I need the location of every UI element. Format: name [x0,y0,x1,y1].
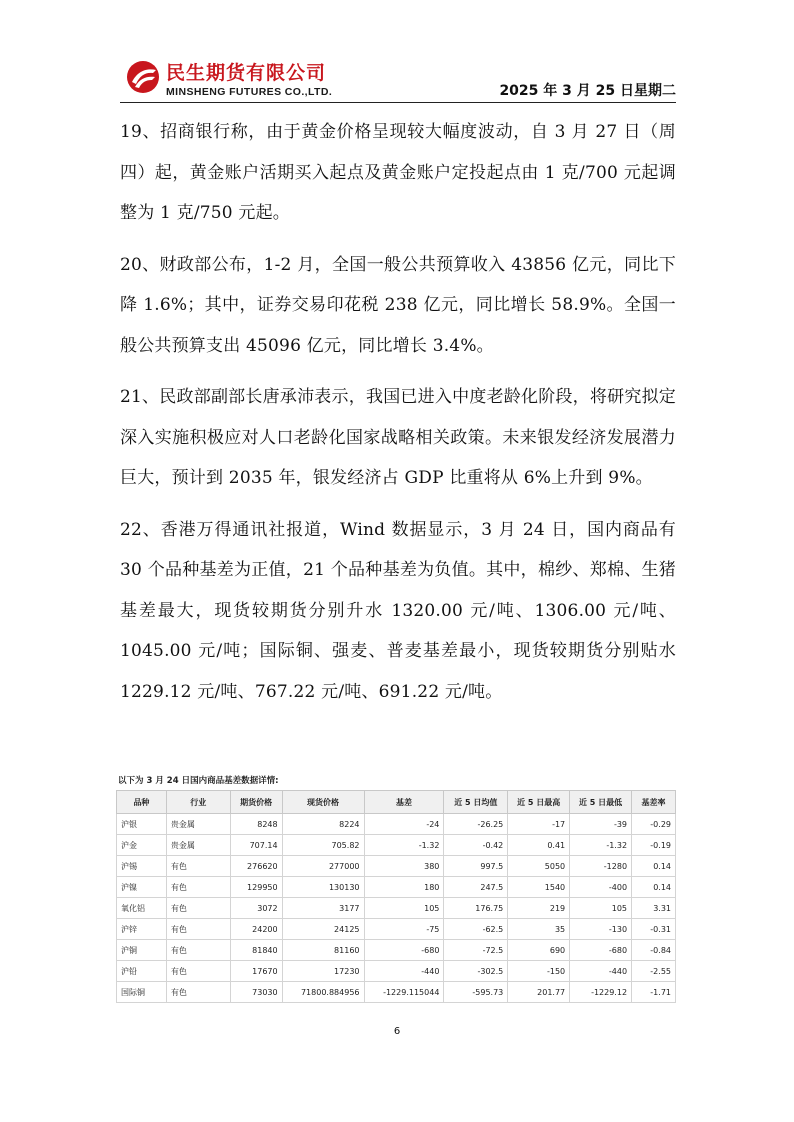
table-cell: 3.31 [632,898,676,919]
table-cell: 176.75 [444,898,508,919]
table-cell: 380 [364,856,444,877]
table-cell: 8224 [282,814,364,835]
table-row [117,940,676,961]
table-row [117,856,676,877]
table-cell: 129950 [230,877,282,898]
page-number: 6 [393,1026,401,1037]
table-row [117,919,676,940]
table-cell: -1.32 [570,835,632,856]
table-cell: 沪铜 [117,940,167,961]
table-caption: 以下为 3 月 24 日国内商品基差数据详情: [118,776,279,786]
table-cell: -400 [570,877,632,898]
table-cell: 105 [364,898,444,919]
table-cell: 贵金属 [166,835,230,856]
table-cell: -130 [570,919,632,940]
table-cell: -17 [508,814,570,835]
table-cell: -0.42 [444,835,508,856]
table-cell: 8248 [230,814,282,835]
table-cell: -62.5 [444,919,508,940]
table-row [117,814,676,835]
table-cell: 有色 [166,919,230,940]
logo-chinese-name: 民生期货有限公司 [166,62,327,84]
table-cell: 1540 [508,877,570,898]
logo-emblem-icon [126,60,160,94]
table-cell: 219 [508,898,570,919]
table-cell: -1280 [570,856,632,877]
header-divider [120,102,676,103]
report-date: 2025 年 3 月 25 日星期二 [499,83,676,99]
table-cell: 24200 [230,919,282,940]
table-cell: 5050 [508,856,570,877]
table-cell: 81160 [282,940,364,961]
table-cell: -680 [364,940,444,961]
table-cell: 705.82 [282,835,364,856]
table-cell: -1.32 [364,835,444,856]
column-header: 近 5 日最高 [508,791,570,814]
table-cell: 3177 [282,898,364,919]
table-cell: 24125 [282,919,364,940]
table-cell: 105 [570,898,632,919]
table-cell: -440 [364,961,444,982]
table-cell: -1229.12 [570,982,632,1003]
news-item-22: 22、香港万得通讯社报道，Wind 数据显示，3 月 24 日，国内商品有 30 个品种基差为正值，21 个品种基差为负值。其中，棉纱、郑棉、生猪基差最大，现货较期货分别升水 1320.00 元/吨、1306.00 元/吨、1045.00 元/吨；国际铜、强麦、普麦基差最小，现货较期货分别贴水 1229.12 元/吨、767.22 元/吨、691.22 元/吨。 [120,519,676,702]
table-cell: 690 [508,940,570,961]
column-header: 现货价格 [282,791,364,814]
table-cell: 有色 [166,982,230,1003]
table-cell: 沪铅 [117,961,167,982]
table-row [117,898,676,919]
table-cell: 277000 [282,856,364,877]
column-header: 基差率 [632,791,676,814]
column-header: 行业 [166,791,230,814]
table-cell: -0.29 [632,814,676,835]
table-cell: -595.73 [444,982,508,1003]
table-cell: 有色 [166,898,230,919]
column-header: 品种 [117,791,167,814]
news-body [120,112,676,723]
news-item-20: 20、财政部公布，1-2 月，全国一般公共预算收入 43856 亿元，同比下降 1.6%；其中，证券交易印花税 238 亿元，同比增长 58.9%。全国一般公共预算支出 45096 亿元，同比增长 3.4%。 [120,254,676,356]
table-cell: 707.14 [230,835,282,856]
column-header: 近 5 日均值 [444,791,508,814]
table-cell: 有色 [166,856,230,877]
table-cell: 沪锌 [117,919,167,940]
table-cell: 氧化铝 [117,898,167,919]
column-header: 近 5 日最低 [570,791,632,814]
table-cell: 3072 [230,898,282,919]
table-row [117,982,676,1003]
table-cell: 贵金属 [166,814,230,835]
logo-english-name: MINSHENG FUTURES CO.,LTD. [166,86,333,98]
table-row [117,961,676,982]
table-cell: 247.5 [444,877,508,898]
table-cell: 130130 [282,877,364,898]
table-cell: -39 [570,814,632,835]
table-row [117,877,676,898]
table-cell: 有色 [166,877,230,898]
page-header [120,52,676,102]
table-cell: 997.5 [444,856,508,877]
table-cell: 71800.884956 [282,982,364,1003]
column-header: 期货价格 [230,791,282,814]
table-cell: 201.77 [508,982,570,1003]
table-cell: -0.31 [632,919,676,940]
table-cell: -0.19 [632,835,676,856]
table-cell: 沪金 [117,835,167,856]
table-cell: 35 [508,919,570,940]
company-logo [120,56,370,100]
table-cell: 国际铜 [117,982,167,1003]
table-cell: -1229.115044 [364,982,444,1003]
table-cell: 180 [364,877,444,898]
table-cell: -72.5 [444,940,508,961]
table-cell: -24 [364,814,444,835]
table-cell: 0.41 [508,835,570,856]
table-cell: 有色 [166,961,230,982]
table-cell: -26.25 [444,814,508,835]
table-cell: 有色 [166,940,230,961]
table-cell: -1.71 [632,982,676,1003]
table-cell: 81840 [230,940,282,961]
table-cell: 17230 [282,961,364,982]
table-cell: 沪锡 [117,856,167,877]
basis-data-table [116,790,676,1003]
table-cell: -75 [364,919,444,940]
table-cell: -0.84 [632,940,676,961]
table-header-row [117,791,676,814]
table-cell: -440 [570,961,632,982]
table-cell: -680 [570,940,632,961]
table-cell: -302.5 [444,961,508,982]
table-cell: 276620 [230,856,282,877]
column-header: 基差 [364,791,444,814]
table-cell: 17670 [230,961,282,982]
table-cell: 沪镍 [117,877,167,898]
table-cell: 0.14 [632,856,676,877]
table-cell: 沪银 [117,814,167,835]
news-item-19: 19、招商银行称，由于黄金价格呈现较大幅度波动，自 3 月 27 日（周四）起，黄金账户活期买入起点及黄金账户定投起点由 1 克/700 元起调整为 1 克/750 元起。 [120,122,676,223]
news-item-21: 21、民政部副部长唐承沛表示，我国已进入中度老龄化阶段，将研究拟定深入实施积极应对人口老龄化国家战略相关政策。未来银发经济发展潜力巨大，预计到 2035 年，银发经济占 GDP 比重将从 6%上升到 9%。 [120,387,676,488]
table-cell: 73030 [230,982,282,1003]
table-row [117,835,676,856]
table-cell: 0.14 [632,877,676,898]
table-cell: -150 [508,961,570,982]
table-cell: -2.55 [632,961,676,982]
